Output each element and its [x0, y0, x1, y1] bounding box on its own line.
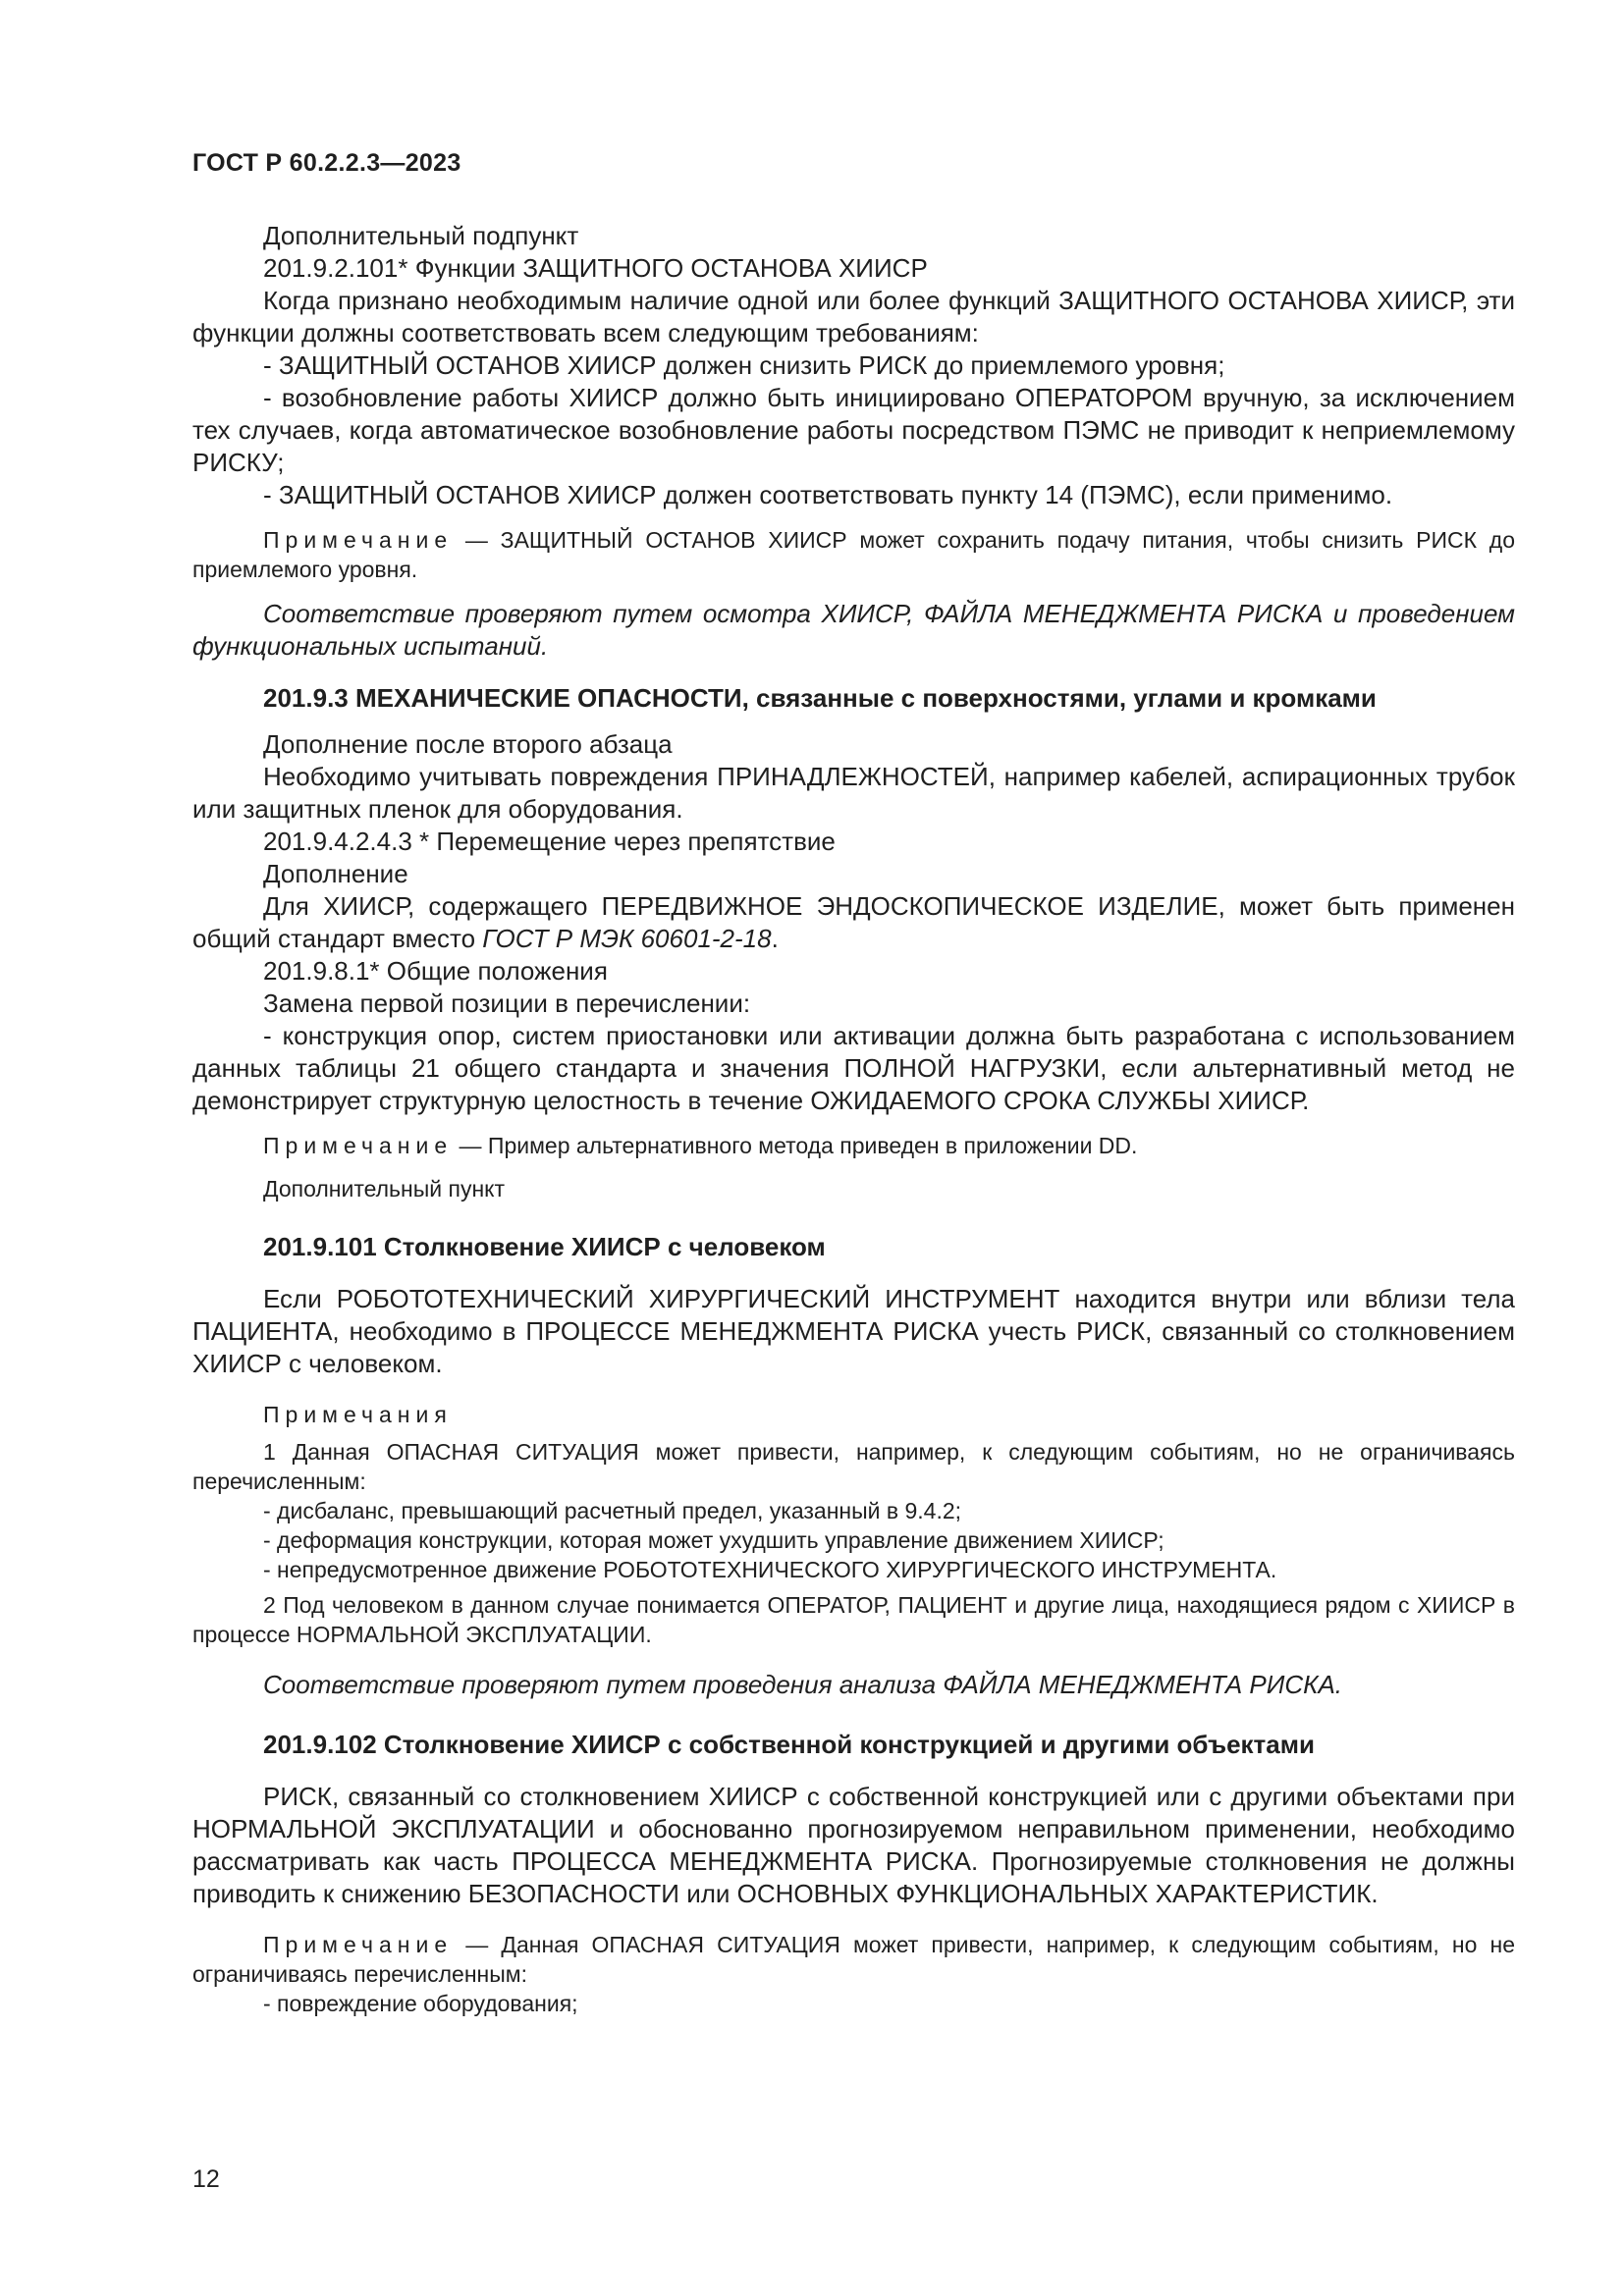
note-label: Примечание: [263, 1133, 454, 1158]
list-item: - деформация конструкции, которая может ухудшить управление движением ХИИСР;: [263, 1527, 1164, 1553]
note-text: — Пример альтернативного метода приведен в приложении DD.: [453, 1133, 1138, 1158]
paragraph: 201.9.8.1* Общие положения: [263, 956, 608, 986]
paragraph: Дополнительный подпункт: [263, 221, 579, 250]
paragraph: Дополнение: [263, 859, 408, 888]
paragraph-text: .: [771, 924, 779, 953]
notes-title: Примечания: [263, 1402, 453, 1427]
paragraph: Дополнение после второго абзаца: [263, 729, 673, 759]
paragraph: Замена первой позиции в перечислении:: [263, 988, 751, 1018]
note-label: Примечание: [263, 527, 454, 553]
paragraph: 201.9.2.101* Функции ЗАЩИТНОГО ОСТАНОВА ХИИСР: [263, 253, 928, 283]
note-text: — Данная ОПАСНАЯ СИТУАЦИЯ может привести, например, к следующим событиям, но не ограничиваясь перечисленным:: [192, 1932, 1515, 1987]
list-item: - конструкция опор, систем приостановки или активации должна быть разработана с использованием данных таблицы 21 общего стандарта и значения ПОЛНОЙ НАГРУЗКИ, если альтернативный метод не демонстрирует структурную целостность в течение ОЖИДАЕМОГО СРОКА СЛУЖБЫ ХИИСР.: [192, 1021, 1515, 1115]
note-text: — ЗАЩИТНЫЙ ОСТАНОВ ХИИСР может сохранить подачу питания, чтобы снизить РИСК до приемлемого уровня.: [192, 527, 1515, 582]
paragraph-text: Для ХИИСР, содержащего ПЕРЕДВИЖНОЕ ЭНДОСКОПИЧЕСКОЕ ИЗДЕЛИЕ, может быть применен общий стандарт вместо: [192, 891, 1515, 953]
paragraph: Дополнительный пункт: [263, 1176, 506, 1201]
list-item: - повреждение оборудования;: [263, 1991, 578, 2016]
paragraph: РИСК, связанный со столкновением ХИИСР с собственной конструкцией или с другими объектами при НОРМАЛЬНОЙ ЭКСПЛУАТАЦИИ и обоснованно прогнозируемом неправильном применении, необходимо рассматривать как часть ПРОЦЕССА МЕНЕДЖМЕНТА РИСКА. Прогнозируемые столкновения не должны приводить к снижению БЕЗОПАСНОСТИ или ОСНОВНЫХ ФУНКЦИОНАЛЬНЫХ ХАРАКТЕРИСТИК.: [192, 1782, 1515, 1908]
list-item: - возобновление работы ХИИСР должно быть инициировано ОПЕРАТОРОМ вручную, за исключением тех случаев, когда автоматическое возобновление работы посредством ПЭМС не приводит к неприемлемому РИСКУ;: [192, 383, 1515, 477]
list-item: - непредусмотренное движение РОБОТОТЕХНИЧЕСКОГО ХИРУРГИЧЕСКОГО ИНСТРУМЕНТА.: [263, 1557, 1277, 1582]
list-item: - ЗАЩИТНЫЙ ОСТАНОВ ХИИСР должен соответствовать пункту 14 (ПЭМС), если применимо.: [263, 480, 1393, 509]
paragraph: Когда признано необходимым наличие одной или более функций ЗАЩИТНОГО ОСТАНОВА ХИИСР, эти функции должны соответствовать всем следующим требованиям:: [192, 286, 1515, 347]
paragraph: Если РОБОТОТЕХНИЧЕСКИЙ ХИРУРГИЧЕСКИЙ ИНСТРУМЕНТ находится внутри или вблизи тела ПАЦИЕНТА, необходимо в ПРОЦЕССЕ МЕНЕДЖМЕНТА РИСКА учесть РИСК, связанный со столкновением ХИИСР с человеком.: [192, 1284, 1515, 1378]
page-number: 12: [192, 2165, 220, 2193]
list-item: - ЗАЩИТНЫЙ ОСТАНОВ ХИИСР должен снизить РИСК до приемлемого уровня;: [263, 350, 1225, 380]
note: [192, 1131, 1515, 1160]
section-heading: 201.9.3 МЕХАНИЧЕСКИЕ ОПАСНОСТИ, связанные с поверхностями, углами и кромками: [263, 683, 1377, 713]
note: [192, 1930, 1515, 1989]
standard-reference: ГОСТ Р МЭК 60601-2-18: [482, 924, 772, 953]
note-item: 1 Данная ОПАСНАЯ СИТУАЦИЯ может привести, например, к следующим событиям, но не ограничиваясь перечисленным:: [192, 1439, 1515, 1494]
document-header: ГОСТ Р 60.2.2.3—2023: [192, 149, 461, 177]
section-heading: 201.9.101 Столкновение ХИИСР с человеком: [263, 1232, 826, 1261]
list-item: - дисбаланс, превышающий расчетный предел, указанный в 9.4.2;: [263, 1498, 962, 1523]
compliance-statement: Соответствие проверяют путем осмотра ХИИСР, ФАЙЛА МЕНЕДЖМЕНТА РИСКА и проведением функциональных испытаний.: [192, 599, 1515, 661]
note-item: 2 Под человеком в данном случае понимается ОПЕРАТОР, ПАЦИЕНТ и другие лица, находящиеся рядом с ХИИСР в процессе НОРМАЛЬНОЙ ЭКСПЛУАТАЦИИ.: [192, 1592, 1515, 1647]
paragraph: [192, 890, 1515, 955]
paragraph: Необходимо учитывать повреждения ПРИНАДЛЕЖНОСТЕЙ, например кабелей, аспирационных трубок или защитных пленок для оборудования.: [192, 762, 1515, 824]
note-label: Примечание: [263, 1932, 454, 1957]
document-body: [192, 220, 1515, 2018]
note: [192, 525, 1515, 584]
section-heading: 201.9.102 Столкновение ХИИСР с собственной конструкцией и другими объектами: [263, 1730, 1315, 1759]
paragraph: 201.9.4.2.4.3 * Перемещение через препятствие: [263, 827, 836, 856]
compliance-statement: Соответствие проверяют путем проведения анализа ФАЙЛА МЕНЕДЖМЕНТА РИСКА.: [263, 1670, 1343, 1699]
